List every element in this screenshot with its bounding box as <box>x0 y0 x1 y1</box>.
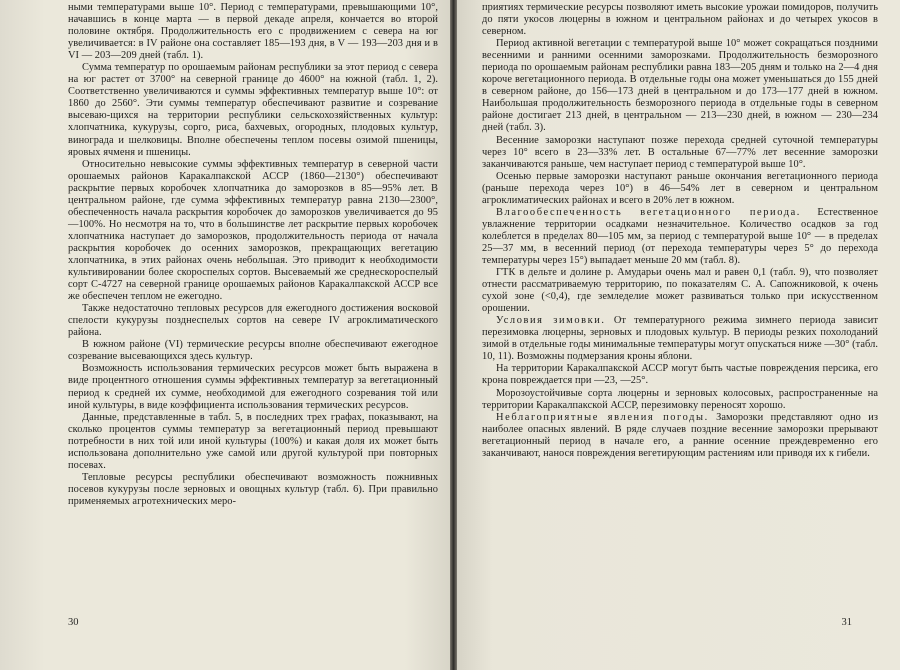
paragraph-text: Морозоустойчивые сорта люцерны и зерновых колосовых, распространенные на территории Каракалпакской АССР, перезимовку переносят хорошо. <box>482 387 878 411</box>
paragraph: Тепловые ресурсы республики обеспечивают возможность пожнивных посевов кукурузы после зерновых и овощных культур (табл. 6). При правильно применяемых агротехнических меро- <box>68 471 438 507</box>
paragraph: Сумма температур по орошаемым районам республики за этот период с севера на юг растет от 3700° на северной границе до 4600° на южной (табл. 1, 2). Соответственно увеличиваются и суммы эффективных температур выше 10°: от 1860 до 2560°. Эти суммы температур обеспечивают развитие и созревание высеваю-щихся на территории республики сельскохозяйственных культур: хлопчатника, кукурузы, сорго, риса, бахчевых, огородных, плодовых культур, винограда и шелковицы. Вполне обеспечены теплом посевы озимой пшеницы, яровых ячменя и пшеницы. <box>68 62 438 158</box>
paragraph <box>482 135 878 171</box>
paragraph <box>482 388 878 412</box>
page-number: 31 <box>841 617 852 628</box>
paragraph <box>482 315 878 363</box>
paragraph <box>482 38 878 134</box>
paragraph: Относительно невысокие суммы эффективных температур в северной части орошаемых районов Каракалпакской АССР (1860—2130°) обеспечивают раскрытие первых коробочек хлопчатника до заморозков в 85—95% лет. В центральном районе, где сумма эффективных температур равна 2130—2300°, обеспеченность начала раскрытия коробочек до заморозков увеличивается до 95—100%. Но несмотря на то, что в большинстве лет раскрытие первых коробочек хлопчатника наступает до заморозков, продолжительность периода от начала раскрытия коробочек до осенних заморозков, прекращающих вегетацию хлопчатника, в этих районах очень небольшая. Это приводит к необходимости культивировании более скороспелых сортов. Высеваемый же среднескороспелый сорт С-4727 на северной границе орошаемых районов Каракалпакской АССР все же обеспечен теплом не ежегодно. <box>68 158 438 303</box>
right-page-text <box>482 2 878 460</box>
paragraph-text: Естественное увлажнение территории осадками незначительное. Количество осадков за год колеблется в пределах 80—105 мм, за период с температурой выше 10° — в пределах 25—37 мм, в весенний период (от перехода температуры через 5° до перехода температуры через 15°) выпадает меньше 20 мм (табл. 8). <box>482 206 878 266</box>
paragraph-text: Осенью первые заморозки наступают раньше окончания вегетационного периода (раньше перехода через 10°) в 46—54% лет в северном и центральном агроклиматических районах и всего в 20% лет в южном. <box>482 170 878 206</box>
paragraph-text: Период активной вегетации с температурой выше 10° может сокращаться поздними весенними и ранними осенними заморозками. Продолжительность безморозного периода по орошаемым районам республики равна 183—205 дням и только на 2—4 дня короче вегетационного периода. В отдельные годы она может уменьшаться до 155 дней в северном районе, до 156—173 дней в центральном и до 173—177 дней в южном. Наибольшая продолжительность безморозного периода в отдельные годы в северном районе достигает 213 дней, в центральном — 213—230 дней, в южном — 230—234 дней (табл. 3). <box>482 38 878 134</box>
left-page-text <box>68 2 438 508</box>
paragraph: В южном районе (VI) термические ресурсы вполне обеспечивают ежегодное созревание высевающихся здесь культур. <box>68 339 438 363</box>
paragraph-text: Заморозки представляют одно из наиболее опасных явлений. В ряде случаев поздние весенние заморозки прерывают вегетационный период в начале его, а ранние осенние преждевременно его заканчивают, нанося повреждения вегетирующим растениям или приводя их к гибели. <box>482 411 878 459</box>
section-lead: Влагообеспеченность вегетационного периода. <box>496 206 801 218</box>
paragraph <box>482 207 878 267</box>
paragraph <box>482 171 878 207</box>
paragraph <box>482 2 878 38</box>
paragraph <box>482 267 878 315</box>
page-number: 30 <box>68 617 79 628</box>
paragraph <box>482 412 878 460</box>
paragraph-text: От температурного режима зимнего периода зависит перезимовка люцерны, зерновых и плодовых культур. В периоды резких похолоданий зимой в отдельные годы минимальные температуры могут опускаться ниже —30° (табл. 10, 11). Возможны подмерзания кроны яблони. <box>482 315 879 363</box>
paragraph: Возможность использования термических ресурсов может быть выражена в виде процентного отношения суммы эффективных температур за вегетационный период к средней их сумме, необходимой для ежегодного созревания той или иной культуры, в виде коэффициента использования термических ресурсов. <box>68 363 438 411</box>
paragraph: ными температурами выше 10°. Период с температурами, превышающими 10°, начавшись в конце марта — в первой декаде апреля, кончается во второй половине октября. Продолжительность его с продвижением с севера на юг увеличивается: в IV районе она составляет 185—193 дня, в V — 193—203 дня и в VI — 203—209 дней (табл. 1). <box>68 2 438 62</box>
paragraph-text: На территории Каракалпакской АССР могут быть частые повреждения персика, его крона повреждается при —23, —25°. <box>482 363 878 387</box>
paragraph-text: ГТК в дельте и долине р. Амударьи очень мал и равен 0,1 (табл. 9), что позволяет отнести рассматриваемую территорию, по показателям С. А. Сапожниковой, к очень сухой зоне (<0,4), где земледелие может развиваться только при искусственном орошении. <box>482 267 878 315</box>
section-lead: Условия зимовки. <box>496 315 606 327</box>
paragraph: Также недостаточно тепловых ресурсов для ежегодного достижения восковой спелости кукурузы позднеспелых сортов на севере IV агроклиматического района. <box>68 303 438 339</box>
book-gutter <box>450 0 457 670</box>
paragraph: Данные, представленные в табл. 5, в последних трех графах, показывают, на сколько процентов суммы температур за вегетационный период превышают потребности в них той или иной культуры (100%) и какая доля их может быть использована дополнительно уже самой или другой культурой при повторных посевах. <box>68 411 438 471</box>
paragraph-text: приятиях термические ресурсы позволяют иметь высокие урожаи помидоров, получить до пяти укосов люцерны в южном и центральном районах и до четырех укосов в северном. <box>482 2 878 38</box>
section-lead: Неблагоприятные явления погоды. <box>496 411 709 423</box>
right-page <box>457 0 900 670</box>
paragraph-text: Весенние заморозки наступают позже перехода средней суточной температуры через 10° всего в 23—33% лет. В остальные 67—77% лет весенние заморозки заканчиваются раньше, чем наступает период с температурой выше 10°. <box>482 134 878 170</box>
paragraph <box>482 363 878 387</box>
